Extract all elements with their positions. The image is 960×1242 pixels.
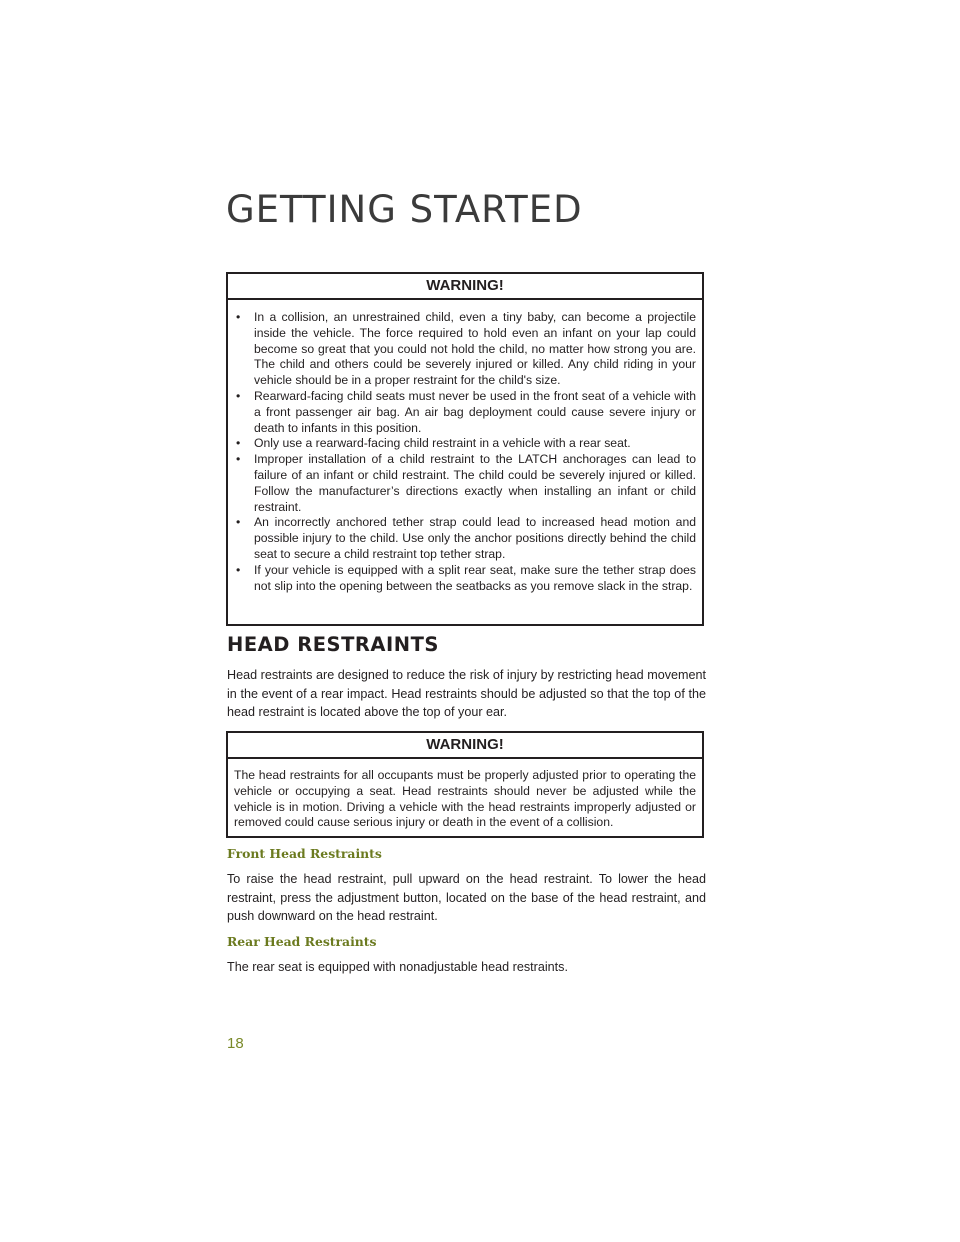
warning-body	[228, 300, 702, 602]
bullet-glyph: •	[236, 452, 241, 467]
front-head-restraints-text: To raise the head restraint, pull upward on the head restraint. To lower the head restraint, press the adjustment button, located on the base of the head restraint, and push downward on the head restraint.	[227, 872, 706, 923]
rear-head-restraints-heading: Rear Head Restraints	[227, 934, 377, 949]
warning-bullet-text: In a collision, an unrestrained child, even a tiny baby, can become a projectile inside the vehicle. The force required to hold even an infant on your lap could become so great that you could not hold the child, no matter how strong you are. The child and others could be severely injured or killed. Any child riding in your vehicle should be in a proper restraint for the child's size.	[254, 310, 696, 388]
child-restraint-warning-box	[226, 272, 704, 626]
warning-bullet-list	[234, 310, 696, 594]
warning-bullet	[234, 515, 696, 562]
warning-bullet	[234, 389, 696, 436]
head-restraints-intro: Head restraints are designed to reduce the risk of injury by restricting head movement in the event of a rear impact. Head restraints should be adjusted so that the top of the head restraint is located above the top of your ear.	[227, 668, 706, 719]
warning-title: WARNING!	[228, 733, 702, 759]
rear-head-restraints-text: The rear seat is equipped with nonadjustable head restraints.	[227, 960, 568, 974]
warning-bullet-text: An incorrectly anchored tether strap could lead to increased head motion and possible injury to the child. Use only the anchor positions directly behind the child seat to secure a child restraint top tether strap.	[254, 515, 696, 561]
warning-text: The head restraints for all occupants must be properly adjusted prior to operating the vehicle or occupying a seat. Head restraints should never be adjusted while the vehicle is in motion. Driving a vehicle with the head restraints improperly adjusted or removed could cause serious injury or death in the event of a collision.	[234, 768, 696, 830]
warning-bullet	[234, 563, 696, 595]
bullet-glyph: •	[236, 436, 241, 451]
warning-bullet-text: If your vehicle is equipped with a split rear seat, make sure the tether strap does not slip into the opening between the seatbacks as you remove slack in the strap.	[254, 562, 696, 593]
bullet-glyph: •	[236, 388, 241, 403]
page-number: 18	[227, 1035, 244, 1052]
warning-bullet	[234, 310, 696, 389]
bullet-glyph: •	[236, 562, 241, 577]
warning-bullet-text: Improper installation of a child restraint to the LATCH anchorages can lead to failure of an infant or child restraint. The child could be severely injured or killed. Follow the manufacturer’s directions exactly when installing an infant or child restraint.	[254, 452, 696, 514]
bullet-glyph: •	[236, 310, 241, 324]
warning-bullet-text: Rearward-facing child seats must never be used in the front seat of a vehicle with a front passenger air bag. An air bag deployment could cause severe injury or death to infants in this position.	[254, 388, 696, 435]
section-title: GETTING STARTED	[226, 188, 583, 231]
front-head-restraints-heading: Front Head Restraints	[227, 846, 382, 861]
warning-title: WARNING!	[228, 274, 702, 300]
bullet-glyph: •	[236, 515, 241, 530]
warning-bullet-text: Only use a rearward-facing child restraint in a vehicle with a rear seat.	[254, 436, 631, 451]
warning-bullet	[234, 452, 696, 515]
head-restraints-heading: HEAD RESTRAINTS	[227, 633, 439, 656]
warning-bullet	[234, 436, 696, 452]
head-restraint-warning-box	[226, 731, 704, 838]
